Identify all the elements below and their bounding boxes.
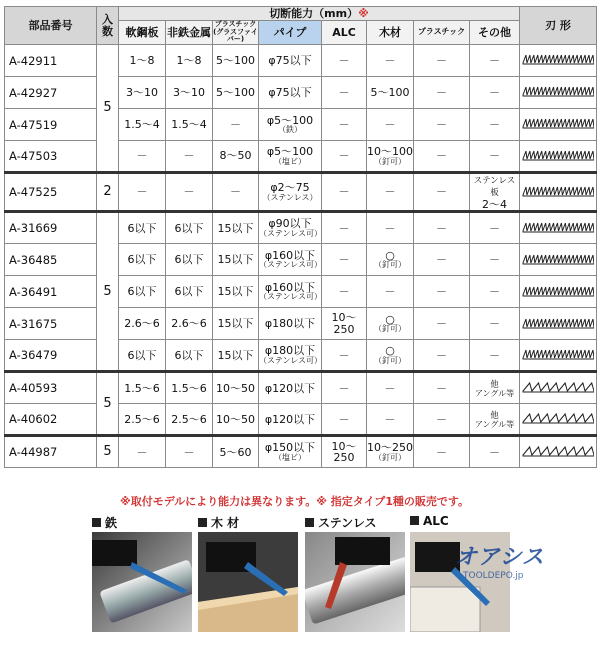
cell-plastic-gf: －	[213, 173, 259, 212]
quantity-cell: 5	[97, 436, 119, 468]
cell-alc: －	[322, 77, 367, 109]
cell-plastic: －	[414, 276, 470, 308]
cell-subvalue: （釘可）	[374, 355, 406, 365]
cell-mild-steel: －	[119, 141, 166, 173]
table-row	[5, 404, 597, 436]
cell-mild-steel: 6以下	[119, 340, 166, 372]
cell-pipe	[259, 340, 322, 372]
cell-pipe: φ75以下	[259, 45, 322, 77]
cell-mild-steel: 6以下	[119, 212, 166, 244]
cell-other: －	[470, 244, 520, 276]
blade-icon	[522, 221, 595, 233]
cell-plastic-gf: 10～50	[213, 372, 259, 404]
cell-value: φ2～75	[270, 181, 310, 195]
header-col-mild-steel: 軟鋼板	[119, 21, 166, 45]
cell-alc: －	[322, 340, 367, 372]
header-capacity-mark: ※	[358, 6, 369, 20]
cell-value: ○	[385, 344, 395, 358]
cell-value: φ160以下	[264, 280, 316, 294]
cell-nonferrous: 1～8	[166, 45, 213, 77]
cell-subvalue: （鉄）	[278, 125, 302, 135]
header-col-pipe: パイプ	[259, 21, 322, 45]
spec-table	[4, 6, 597, 468]
cell-wood: －	[367, 212, 414, 244]
cell-value: 10～100	[367, 145, 413, 159]
photo-wood	[198, 514, 298, 632]
blade-icon	[522, 445, 595, 457]
blade-shape-cell	[520, 276, 597, 308]
cell-mild-steel: 2.6～6	[119, 308, 166, 340]
cell-nonferrous: 1.5～6	[166, 372, 213, 404]
part-number: A-40602	[5, 404, 97, 436]
cell-value: φ150以下	[264, 441, 316, 455]
cell-plastic-gf: 15以下	[213, 340, 259, 372]
blade-shape-cell	[520, 372, 597, 404]
cell-nonferrous: 6以下	[166, 244, 213, 276]
part-number: A-40593	[5, 372, 97, 404]
cell-subvalue: アングル等	[474, 389, 515, 399]
cell-nonferrous: 3～10	[166, 77, 213, 109]
blade-shape-cell	[520, 308, 597, 340]
blade-icon	[522, 53, 595, 65]
blade-icon	[522, 412, 595, 424]
cell-plastic-gf: －	[213, 109, 259, 141]
cell-pipe: φ180以下	[259, 308, 322, 340]
table-row	[5, 244, 597, 276]
cell-plastic: －	[414, 45, 470, 77]
table-row	[5, 173, 597, 212]
cell-mild-steel: 2.5～6	[119, 404, 166, 436]
cell-value: φ180以下	[264, 344, 316, 358]
blade-shape-cell	[520, 340, 597, 372]
blade-shape-cell	[520, 45, 597, 77]
blade-shape-cell	[520, 109, 597, 141]
cell-other: －	[470, 276, 520, 308]
cell-plastic-gf: 15以下	[213, 276, 259, 308]
watermark-site: TOOLDEPO.jp	[463, 571, 524, 581]
cell-plastic: －	[414, 404, 470, 436]
cell-plastic: －	[414, 308, 470, 340]
table-row	[5, 45, 597, 77]
capacity-note: ※取付モデルにより能力は異なります。※ 指定タイプ1種の販売です。	[120, 495, 470, 508]
cell-plastic: －	[414, 173, 470, 212]
quantity-cell: 5	[97, 212, 119, 372]
square-bullet-icon	[198, 518, 207, 527]
cell-wood	[367, 244, 414, 276]
part-number: A-47525	[5, 173, 97, 212]
cell-mild-steel: 3～10	[119, 77, 166, 109]
table-row	[5, 340, 597, 372]
cell-pipe	[259, 109, 322, 141]
blade-shape-cell	[520, 77, 597, 109]
photo-iron	[92, 514, 192, 632]
blade-icon	[522, 149, 595, 161]
cell-nonferrous: 6以下	[166, 340, 213, 372]
cell-nonferrous: －	[166, 141, 213, 173]
cell-subvalue: （ステンレス）	[262, 192, 318, 202]
blade-shape-cell	[520, 212, 597, 244]
cell-plastic: －	[414, 141, 470, 173]
cell-pipe	[259, 173, 322, 212]
cell-wood: －	[367, 45, 414, 77]
material-photos	[0, 514, 600, 644]
cell-plastic-gf: 15以下	[213, 244, 259, 276]
cell-value: φ160以下	[264, 248, 316, 262]
table-row	[5, 308, 597, 340]
table-row	[5, 276, 597, 308]
cell-pipe: φ120以下	[259, 404, 322, 436]
cell-nonferrous: 6以下	[166, 276, 213, 308]
cell-subvalue: （ステンレス可）	[259, 355, 322, 365]
cell-subvalue: （塩ビ）	[274, 452, 306, 462]
cell-wood: －	[367, 276, 414, 308]
cell-alc: －	[322, 244, 367, 276]
cell-alc: 10～250	[322, 436, 367, 468]
cell-pipe	[259, 212, 322, 244]
cell-plastic-gf: 8～50	[213, 141, 259, 173]
blade-icon	[522, 317, 595, 329]
cell-plastic: －	[414, 77, 470, 109]
cell-nonferrous: 1.5～4	[166, 109, 213, 141]
photo-stainless	[305, 514, 405, 632]
part-number: A-31675	[5, 308, 97, 340]
cell-other	[470, 372, 520, 404]
blade-icon	[522, 85, 595, 97]
photo-stainless-label: ステンレス	[318, 516, 377, 530]
header-plastic-label: プラスチック	[214, 20, 257, 28]
cell-value: ○	[385, 312, 395, 326]
part-number: A-44987	[5, 436, 97, 468]
cell-value: 他	[490, 379, 499, 390]
cell-subvalue: （釘可）	[374, 452, 406, 462]
cell-pipe: φ75以下	[259, 77, 322, 109]
blade-shape-cell	[520, 173, 597, 212]
blade-shape-cell	[520, 141, 597, 173]
cell-value: 10～250	[367, 441, 413, 455]
cell-nonferrous: －	[166, 173, 213, 212]
watermark-brand: オアシス	[455, 545, 545, 570]
cell-subvalue: （ステンレス可）	[259, 260, 322, 270]
cell-subvalue: （釘可）	[374, 260, 406, 270]
cell-other	[470, 173, 520, 212]
header-col-plastic-gf	[213, 21, 259, 45]
header-col-other: その他	[470, 21, 520, 45]
blade-icon	[522, 381, 595, 393]
cell-plastic: －	[414, 109, 470, 141]
cell-alc: －	[322, 212, 367, 244]
cell-subvalue: アングル等	[474, 420, 515, 430]
blade-shape-cell	[520, 436, 597, 468]
cell-pipe	[259, 436, 322, 468]
cell-wood: 5～100	[367, 77, 414, 109]
cell-mild-steel: 1.5～4	[119, 109, 166, 141]
cell-mild-steel: －	[119, 173, 166, 212]
photo-iron-label: 鉄	[105, 516, 118, 530]
cell-pipe	[259, 244, 322, 276]
header-col-nonferrous: 非鉄金属	[166, 21, 213, 45]
cell-mild-steel: 1～8	[119, 45, 166, 77]
cell-mild-steel: 6以下	[119, 276, 166, 308]
cell-alc: －	[322, 372, 367, 404]
header-blade-shape: 刃 形	[520, 7, 597, 45]
square-bullet-icon	[410, 516, 419, 525]
part-number: A-31669	[5, 212, 97, 244]
cell-plastic-gf: 15以下	[213, 308, 259, 340]
cell-pipe	[259, 141, 322, 173]
cell-wood: －	[367, 404, 414, 436]
header-plastic-sub: (グラスファイバー)	[213, 27, 258, 44]
cell-subvalue: （釘可）	[374, 324, 406, 334]
cell-plastic-gf: 10～50	[213, 404, 259, 436]
cell-plastic-gf: 5～60	[213, 436, 259, 468]
cell-mild-steel: －	[119, 436, 166, 468]
table-row	[5, 77, 597, 109]
cell-subvalue: （塩ビ）	[274, 156, 306, 166]
cell-nonferrous: 2.5～6	[166, 404, 213, 436]
table-row	[5, 109, 597, 141]
part-number: A-47519	[5, 109, 97, 141]
cell-subvalue: （ステンレス可）	[259, 292, 322, 302]
cell-plastic-gf: 5～100	[213, 45, 259, 77]
quantity-cell: 2	[97, 173, 119, 212]
part-number: A-42911	[5, 45, 97, 77]
cell-value: ステンレス板	[473, 176, 516, 199]
cell-mild-steel: 1.5～6	[119, 372, 166, 404]
cell-alc: －	[322, 276, 367, 308]
quantity-cell: 5	[97, 372, 119, 436]
cell-other	[470, 404, 520, 436]
table-row	[5, 212, 597, 244]
cell-pipe: φ120以下	[259, 372, 322, 404]
cell-wood	[367, 340, 414, 372]
cell-subvalue: （釘可）	[374, 156, 406, 166]
iron-pipe-cut-icon	[92, 532, 192, 632]
cell-other: －	[470, 308, 520, 340]
cell-wood: －	[367, 109, 414, 141]
cell-value: ○	[385, 248, 395, 262]
cell-alc: －	[322, 109, 367, 141]
blade-shape-cell	[520, 404, 597, 436]
part-number: A-36485	[5, 244, 97, 276]
header-capacity	[119, 7, 520, 21]
cell-other: －	[470, 436, 520, 468]
cell-wood: －	[367, 173, 414, 212]
spec-rows	[5, 45, 597, 468]
square-bullet-icon	[305, 518, 314, 527]
cell-other: －	[470, 77, 520, 109]
cell-subvalue: （ステンレス可）	[259, 228, 322, 238]
cell-other: －	[470, 141, 520, 173]
table-row	[5, 372, 597, 404]
photo-wood-label: 木 材	[211, 516, 240, 530]
table-row	[5, 436, 597, 468]
cell-alc: －	[322, 141, 367, 173]
cell-other: －	[470, 212, 520, 244]
cell-value: φ5～100	[266, 145, 314, 159]
table-row	[5, 141, 597, 173]
stainless-pipe-cut-icon	[305, 532, 405, 632]
blade-icon	[522, 348, 595, 360]
watermark-logo	[455, 514, 595, 581]
part-number: A-47503	[5, 141, 97, 173]
blade-shape-cell	[520, 244, 597, 276]
cell-mild-steel: 6以下	[119, 244, 166, 276]
cell-other: －	[470, 109, 520, 141]
quantity-cell: 5	[97, 45, 119, 173]
part-number: A-42927	[5, 77, 97, 109]
header-col-alc: ALC	[322, 21, 367, 45]
cell-plastic: －	[414, 340, 470, 372]
header-col-wood: 木材	[367, 21, 414, 45]
cell-plastic-gf: 5～100	[213, 77, 259, 109]
header-col-plastic: プラスチック	[414, 21, 470, 45]
cell-wood	[367, 308, 414, 340]
cell-alc: －	[322, 45, 367, 77]
blade-icon	[522, 185, 595, 197]
square-bullet-icon	[92, 518, 101, 527]
blade-icon	[522, 253, 595, 265]
blade-icon	[522, 285, 595, 297]
cell-plastic: －	[414, 244, 470, 276]
cell-plastic-gf: 15以下	[213, 212, 259, 244]
part-number: A-36479	[5, 340, 97, 372]
cell-nonferrous: 6以下	[166, 212, 213, 244]
cell-value: 他	[490, 410, 499, 421]
header-capacity-label: 切断能力（mm）	[269, 6, 359, 20]
cell-nonferrous: 2.6～6	[166, 308, 213, 340]
photo-alc-label: ALC	[423, 514, 449, 528]
cell-alc: －	[322, 404, 367, 436]
cell-wood: －	[367, 372, 414, 404]
header-qty: 入数	[97, 7, 119, 45]
cell-alc: －	[322, 173, 367, 212]
header-part-no: 部品番号	[5, 7, 97, 45]
wood-cut-icon	[198, 532, 298, 632]
cell-value: φ5～100	[266, 113, 314, 127]
cell-nonferrous: －	[166, 436, 213, 468]
cell-plastic: －	[414, 372, 470, 404]
cell-wood	[367, 141, 414, 173]
cell-value: φ90以下	[268, 217, 312, 231]
blade-icon	[522, 117, 595, 129]
part-number: A-36491	[5, 276, 97, 308]
cell-other: －	[470, 340, 520, 372]
cell-wood	[367, 436, 414, 468]
cell-alc: 10～250	[322, 308, 367, 340]
cell-plastic: －	[414, 436, 470, 468]
cell-subvalue: 2～4	[482, 197, 507, 211]
cell-pipe	[259, 276, 322, 308]
cell-other: －	[470, 45, 520, 77]
cell-plastic: －	[414, 212, 470, 244]
